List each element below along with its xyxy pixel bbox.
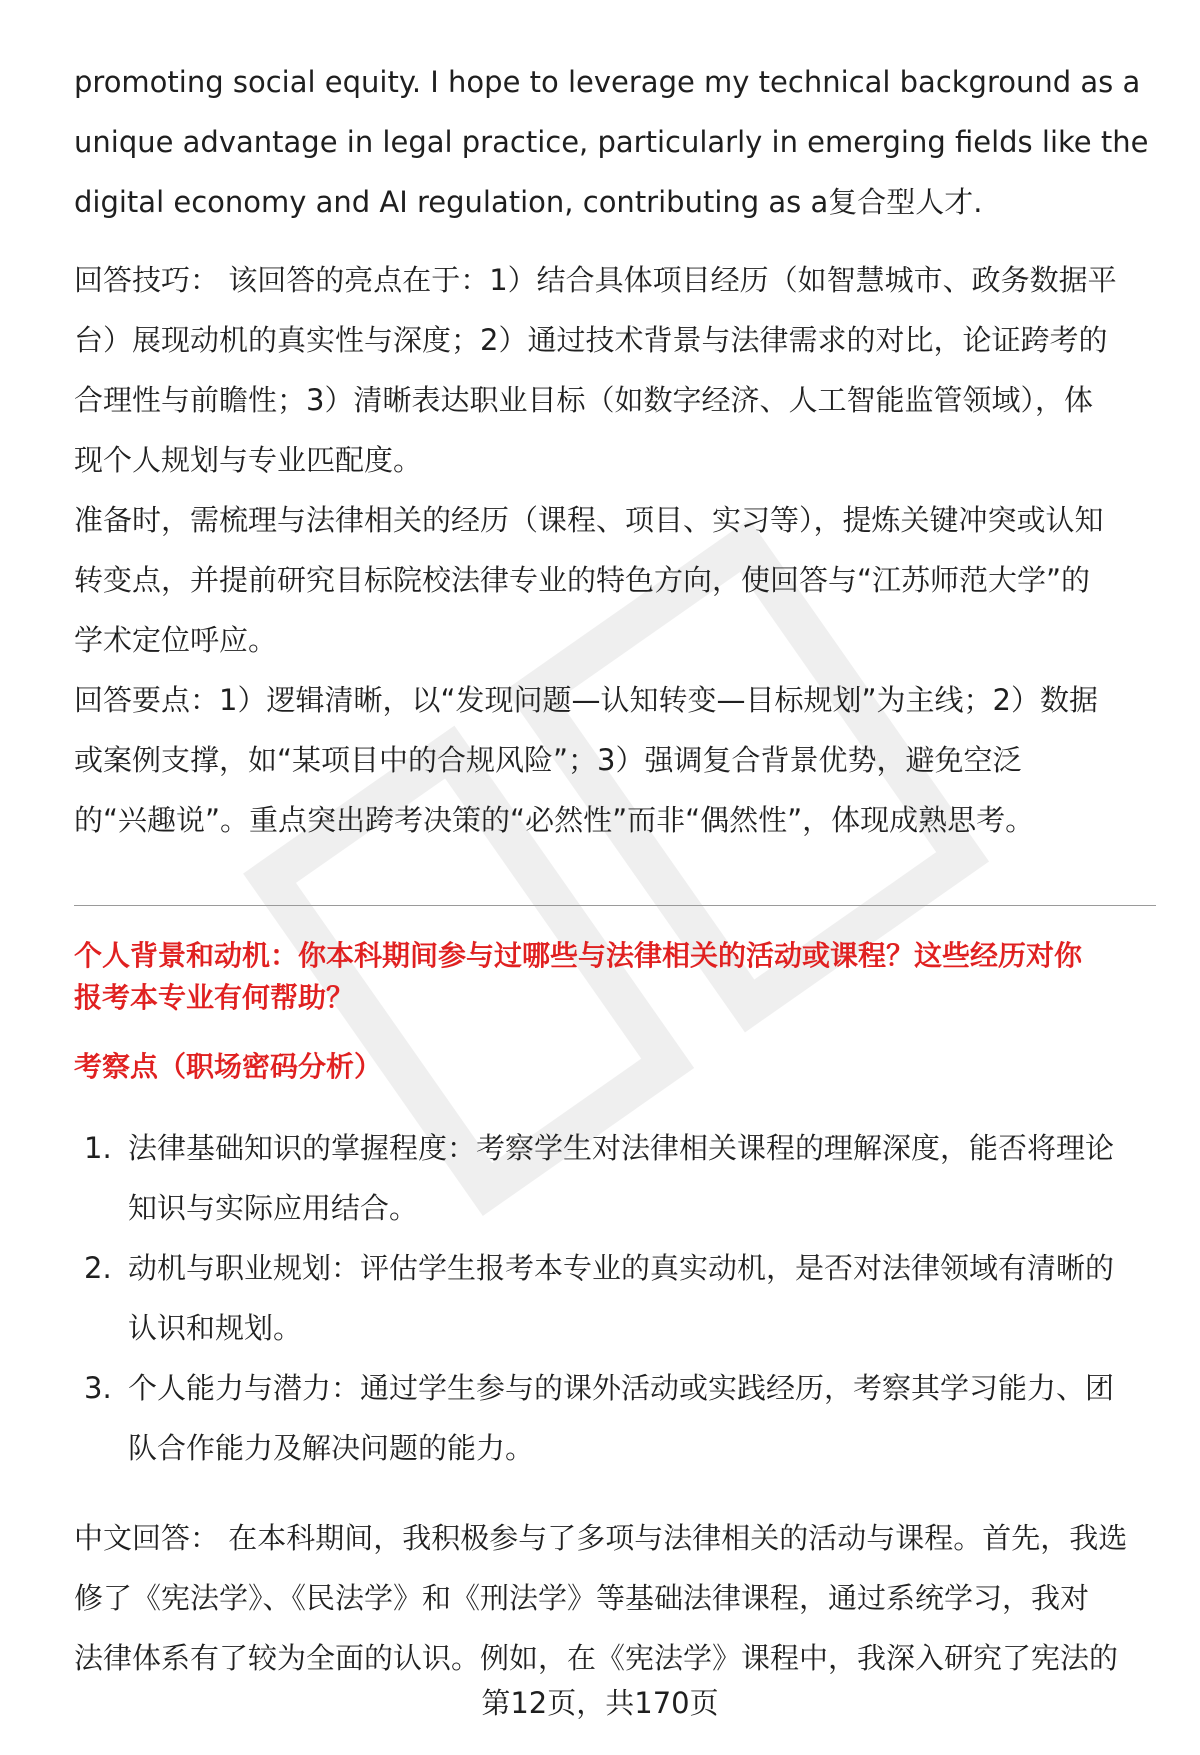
list-item-text-1: 法律基础知识的掌握程度：考察学生对法律相关课程的理解深度，能否将理论 [128,1131,1115,1165]
list-item-text-2: 知识与实际应用结合。 [128,1191,419,1225]
list-item-number: 3. [84,1371,112,1405]
english-line-2: unique advantage in legal practice, particularly in emerging fields like the [74,125,1149,159]
list-item [74,1358,1164,1478]
tips-line-1: 回答技巧： 该回答的亮点在于：1）结合具体项目经历（如智慧城市、政务数据平 [74,263,1117,297]
points-line-2: 或案例支撑，如“某项目中的合规风险”；3）强调复合背景优势，避免空泛 [74,743,1022,777]
prep-line-1: 准备时，需梳理与法律相关的经历（课程、项目、实习等），提炼关键冲突或认知 [74,503,1104,537]
list-item-text-1: 个人能力与潜力：通过学生参与的课外活动或实践经历，考察其学习能力、团 [128,1371,1115,1405]
list-item-text-2: 队合作能力及解决问题的能力。 [128,1431,535,1465]
english-line-3: digital economy and AI regulation, contributing as a复合型人才. [74,185,983,219]
tips-line-2: 台）展现动机的真实性与深度；2）通过技术背景与法律需求的对比，论证跨考的 [74,323,1108,357]
list-item [74,1118,1164,1238]
page-number-footer: 第12页，共170页 [481,1686,719,1720]
list-item [74,1238,1164,1358]
list-item-text-1: 动机与职业规划：评估学生报考本专业的真实动机，是否对法律领域有清晰的 [128,1251,1115,1285]
tips-line-4: 现个人规划与专业匹配度。 [74,443,423,477]
document-body [74,52,1164,850]
english-line-1: promoting social equity. I hope to leverage my technical background as a [74,65,1141,99]
prep-line-2: 转变点，并提前研究目标院校法律专业的特色方向，使回答与“江苏师范大学”的 [74,563,1091,597]
answer-line-3: 法律体系有了较为全面的认识。例如，在《宪法学》课程中，我深入研究了宪法的 [74,1641,1119,1675]
tips-line-3: 合理性与前瞻性；3）清晰表达职业目标（如数字经济、人工智能监管领域），体 [74,383,1093,417]
list-item-number: 1. [84,1131,112,1165]
analysis-title: 考察点（职场密码分析） [74,1050,383,1083]
points-line-1: 回答要点：1）逻辑清晰，以“发现问题—认知转变—目标规划”为主线；2）数据 [74,683,1098,717]
list-item-number: 2. [84,1251,112,1285]
question-heading-line-1: 个人背景和动机：你本科期间参与过哪些与法律相关的活动或课程？这些经历对你 [74,939,1083,972]
question-heading-line-2: 报考本专业有何帮助？ [74,981,355,1014]
answer-paragraph [74,1508,1164,1688]
list-item-text-2: 认识和规划。 [128,1311,303,1345]
points-line-3: 的“兴趣说”。重点突出跨考决策的“必然性”而非“偶然性”，体现成熟思考。 [74,803,1035,837]
prep-line-3: 学术定位呼应。 [74,623,278,657]
analysis-list [74,1118,1164,1478]
section-divider [74,905,1156,906]
answer-line-1: 中文回答： 在本科期间，我积极参与了多项与法律相关的活动与课程。首先，我选 [74,1521,1128,1555]
answer-line-2: 修了《宪法学》、《民法学》和《刑法学》等基础法律课程，通过系统学习，我对 [74,1581,1090,1615]
